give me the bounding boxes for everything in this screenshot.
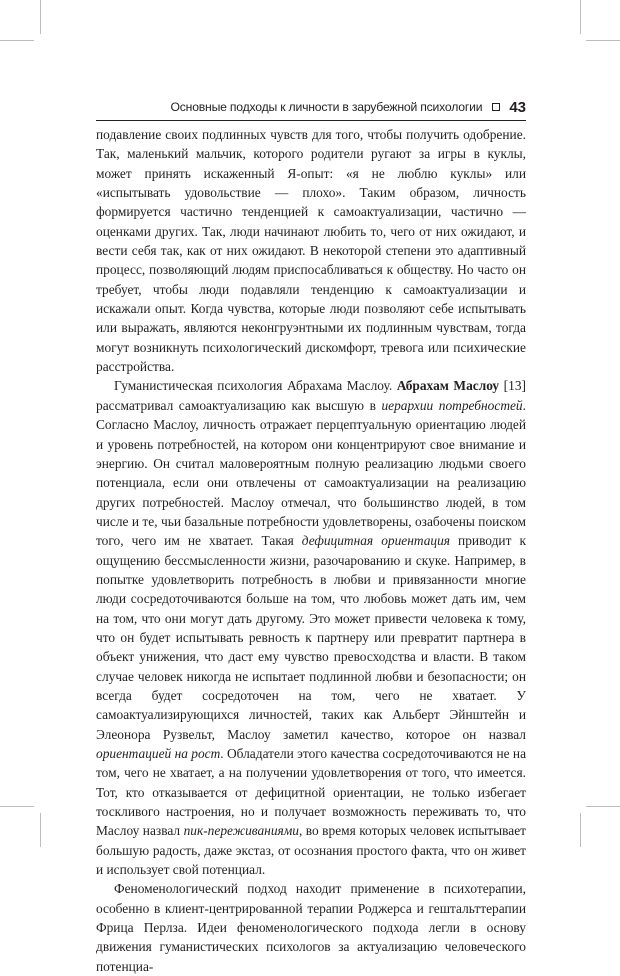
- crop-mark: [0, 40, 34, 41]
- crop-mark: [0, 806, 34, 807]
- square-bullet-icon: [492, 103, 500, 111]
- text-run: , во время которых человек испытывает большую радость, даже экстаз, от осознания простого факта, что он живет и использует свой потенциал.: [96, 823, 526, 878]
- body-text: [96, 125, 526, 976]
- running-title: Основные подходы к личности в зарубежной психологии: [170, 100, 483, 114]
- italic-term: пик-переживаниями: [183, 823, 299, 839]
- crop-mark: [40, 0, 41, 34]
- text-run: . Согласно Маслоу, личность отражает перцептуальную ориентацию людей и уровень потребностей, на котором они концентрируют свое внимание и энергию. Он считал маловероятным полную реализацию людьми своего потенциала, если они отвлечены от самоактуализации на реализацию других потребностей. Маслоу отмечал, что большинство людей, в том числе и те, чьи базальные потребности удовлетворены, озабочены поиском того, чего им не хватает. Такая: [96, 397, 526, 549]
- paragraph: [96, 879, 526, 976]
- page-number: 43: [509, 98, 526, 116]
- text-run: подавление своих подлинных чувств для того, чтобы получить одобрение. Так, маленький мальчик, которого родители ругают за игры в куклы, может принять искаженный Я-опыт: «я не люблю куклы» или «испытывать удовольствие — плохо». Таким образом, личность формируется частично тенденцией к самоактуализации, частично — оценками других. Так, люди начинают любить то, чего от них ожидают, и вести себя так, как от них ожидают. В некоторой степени это адаптивный процесс, позволяющий людям приспосабливаться к обществу. Но часто он требует, чтобы люди подавляли тенденцию к самоактуализации и искажали опыт. Когда чувства, которые люди позволяют себе испытывать или выражать, являются неконгруэнтными их подлинным чувствам, тогда могут возникнуть психологический дискомфорт, тревога или психические расстройства.: [96, 127, 526, 375]
- crop-mark: [586, 40, 620, 41]
- text-run: Гуманистическая психология Абрахама Маслоу.: [114, 378, 397, 394]
- header-rule: [96, 120, 526, 121]
- crop-mark: [580, 0, 581, 34]
- text-run: Феноменологический подход находит применение в психотерапии, особенно в клиент-центрированной терапии Роджерса и гештальттерапии Фрица Перлза. Идеи феноменологического подхода легли в основу движения гуманистических психологов за актуализацию человеческого потенциа-: [96, 881, 526, 974]
- running-header: [96, 96, 526, 118]
- paragraph: [96, 125, 526, 376]
- bold-text: Абрахам Маслоу: [396, 378, 500, 394]
- crop-mark: [40, 813, 41, 847]
- italic-term: ориентацией на рост: [96, 746, 221, 761]
- crop-mark: [586, 806, 620, 807]
- italic-term: дефицитная ориентация: [301, 533, 451, 549]
- text-run: [13] рассматривал самоактуализацию как высшую в: [96, 378, 526, 413]
- italic-term: иерархии потребностей: [381, 397, 523, 413]
- crop-mark: [580, 813, 581, 847]
- text-run: приводит к ощущению бессмысленности жизни, разочарованию и скуке. Например, в попытке удовлетворить потребность в любви и привязанности многие люди сосредоточиваются больше на том, что любовь может дать им, чем на том, что они могут дать другому. Это может привести человека к тому, что он будет испытывать ревность к партнеру или превратит партнера в объект унижения, что даст ему чувство превосходства и власти. В таком случае человек никогда не испытает подлинной любви и безопасности; он всегда будет сосредоточен на том, чего не хватает. У самоактуализирующихся личностей, таких как Альберт Эйнштейн и Элеонора Рузвельт, Маслоу заметил качество, которое он назвал: [96, 533, 526, 742]
- text-run: . Обладатели этого качества сосредоточиваются не на том, чего не хватает, а на получении удовлетворения от того, что имеется. Тот, кто отказывается от дефицитной ориентации, не только избегает тоскливого настроения, но и получает возможность переживать то, что Маслоу назвал: [96, 746, 527, 839]
- paragraph: [96, 376, 526, 879]
